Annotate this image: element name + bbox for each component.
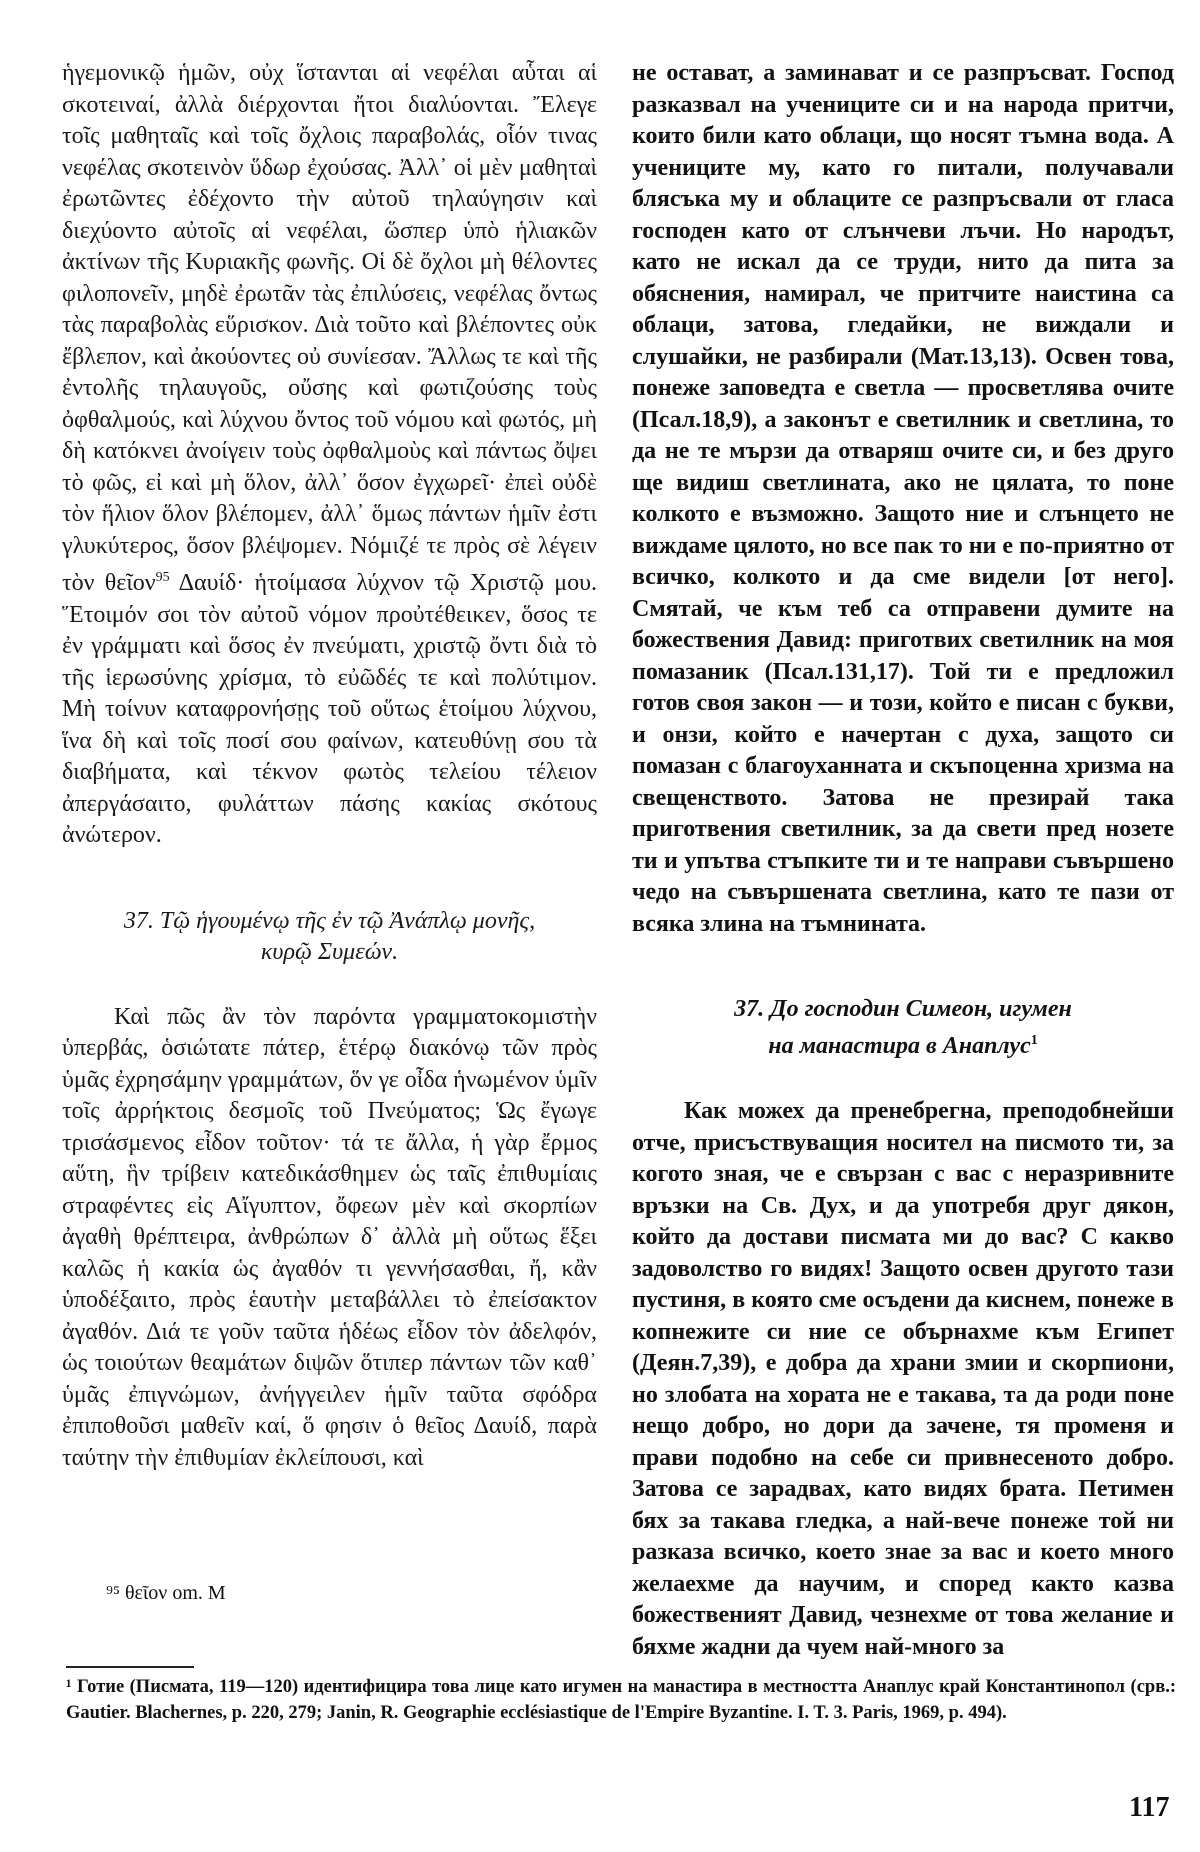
bulgarian-letter-heading bbox=[632, 994, 1174, 1062]
bulgarian-paragraph-1: не остават, а заминават и се разпръсват. Господ разказвал на учениците си и на народа притчи, които били като облаци, що носят тъмна вода. А учениците му, като го питали, получавали блясъка му и облаците се разпръсвали от гласа господен като от слънчеви лъчи. Но народът, като не искал да се труди, нито да пита за обяснения, намирал, че притчите наистина са облаци, затова, гледайки, не виждали и слушайки, не разбирали (Мат.13,13). Освен това, понеже заповедта е светла — просветлява очите (Псал.18,9), а законът е светилник и светлина, то да не те мързи да отваряш очите си, и без друго ще видиш светлината, ако не цялата, то поне колкото е възможно. Защото ние и слънцето не виждаме цялото, но все пак то ни е по-приятно от всичко, колкото и да сме видели [от него]. Смятай, че към теб са отправени думите на божествения Давид: приготвих светилник на моя помазаник (Псал.131,17). Той ти е предложил готов своя закон — и този, който е писан с букви, и онзи, който е начертан с духа, защото си помазан с благоуханната и скъпоценна хризма на свещенството. Затова не презирай така приготвения светилник, за да свети пред нозете ти и упътва стъпките ти и те направи съвършено чедо на съвършената светлина, като те пази от всяка злина на тъмнината. bbox=[632, 60, 1174, 937]
greek-paragraph-1-text: ἡγεμονικῷ ἡμῶν, οὐχ ἵστανται αἱ νεφέλαι αὗται αἱ σκοτειναί, ἀλλὰ διέρχονται ἤτοι διαλύονται. Ἔλεγε τοῖς μαθηταῖς καὶ τοῖς ὄχλοις παραβολάς, οἷόν τινας νεφέλας σκοτεινὸν ὕδωρ ἐχούσας. Ἀλλ᾽ οἱ μὲν μαθηταὶ ἐρωτῶντες ἐδέχοντο τὴν αὐτοῦ τηλαύγησιν καὶ διεχύοντο αὐτοῖς αἱ νεφέλαι, ὥσπερ ὑπὸ ἡλιακῶν ἀκτίνων τῆς Κυριακῆς φωνῆς. Οἱ δὲ ὄχλοι μὴ θέλοντες φιλοπονεῖν, μηδὲ ἐρωτᾶν τὰς ἐπιλύσεις, νεφέλας ὄντως τὰς παραβολὰς εὕρισκον. Διὰ τοῦτο καὶ βλέποντες οὐκ ἔβλεπον, καὶ ἀκούοντες οὐ συνίεσαν. Ἄλλως τε καὶ τῆς ἐντολῆς τηλαυγοῦς, οὔσης καὶ φωτιζούσης τοὺς ὀφθαλμούς, καὶ λύχνου ὄντος τοῦ νόμου καὶ φωτός, μὴ δὴ κατόκνει ἀνοίγειν τοὺς ὀφθαλμοὺς καὶ πάντως ὄψει τὸ φῶς, εἰ καὶ μὴ ὅλον, ἀλλ᾽ ὅσον ἐγχωρεῖ· ἐπεὶ οὐδὲ τὸν ἥλιον ὅλον βλέπομεν, ἀλλ᾽ ὅμως πάντων ἡμῖν ἐστι γλυκύτερος, ὅσον βλέψομεν. Νόμιζέ τε πρὸς σὲ λέγειν τὸν θεῖον bbox=[62, 60, 597, 596]
bulgarian-heading-line-1: 37. До господин Симеон, игумен bbox=[734, 996, 1072, 1022]
greek-paragraph-2: Καὶ πῶς ἂν τὸν παρόντα γραμματοκομιστὴν ὑπερβάς, ὁσιώτατε πάτερ, ἑτέρῳ διακόνῳ τῶν πρὸς ὑμᾶς ἐχρησάμην γραμμάτων, ὅν γε οἶδα ἡνωμένον ὑμῖν τοῖς ἀρρήκτοις δεσμοῖς τοῦ Πνεύματος; Ὡς ἔγωγε τρισάσμενος εἶδον τοῦτον· τά τε ἄλλα, ἡ γὰρ ἔρμος αὕτη, ἣν τρίβειν κατεδικάσθημεν ὡς ταῖς ἐπιθυμίαις στραφέντες εἰς Αἴγυπτον, ὄφεων μὲν καὶ σκορπίων ἀγαθὴ θρέπτειρα, ἀνθρώπων δ᾽ ἀλλὰ μὴ οὕτως ἕξει καλῶς ἡ κακία ὡς ἀγαθόν τι γεννήσασθαι, ἤ, κἂν ὑποδέξαιτο, πρὸς ἑαυτὴν μεταβάλλει τὸ ἐπείσακτον ἀγαθόν. Διά τε γοῦν ταῦτα ἡδέως εἶδον τὸν ἀδελφόν, ὡς τοιούτων θεαμάτων διψῶν ὅτιπερ πάντων τῶν καθ᾽ ὑμᾶς ἐπιγνώμων, ἀνήγγειλεν ἡμῖν ταῦτα σφόδρα ἐπιποθοῦσι μαθεῖν καί, ὅ φησιν ὁ θεῖος Δαυίδ, παρὰ ταύτην τὴν ἐπιθυμίαν ἐκλείπουσι, καὶ bbox=[62, 1003, 597, 1471]
greek-heading-line-2: κυρῷ Συμεών. bbox=[260, 938, 399, 965]
variant-footnote-marker: 95 bbox=[155, 570, 170, 585]
footnote: ¹ Готие (Писмата, 119—120) идентифицира това лице като игумен на манастира в местността Анаплус край Константинопол (срв.: Gautier. Blachernes, p. 220, 279; Janin, R. Geographie ecclésiastique de l'Empire Byzantine. I. T. 3. Paris, 1969, p. 494). bbox=[66, 1677, 1176, 1723]
bulgarian-column bbox=[632, 58, 1174, 1663]
greek-letter-heading bbox=[62, 906, 597, 968]
page-number: 117 bbox=[1129, 1792, 1170, 1823]
critical-apparatus-note: ⁹⁵ θεῖον om. M bbox=[106, 1582, 226, 1604]
greek-paragraph-1 bbox=[62, 58, 597, 852]
bulgarian-heading-line-2-text: на манастира в Анаплус bbox=[768, 1033, 1031, 1059]
bulgarian-paragraph-2: Как можех да пренебрегна, преподобнейши отче, присъствуващия носител на писмото ти, за когото зная, че е свързан с вас с неразривните връзки на Св. Дух, и да употребя друг дякон, който да достави писмата ми до вас? С какво задоволство го видях! Защото освен другото тази пустиня, в която сме осъдени да киснем, понеже в копнежите си ние се обърнахме към Египет (Деян.7,39), е добра да храни змии и скорпиони, но злобата на хората не е такава, та да роди поне нещо добро, но дори да зачене, тя променя и прави подобно на себе си привнесеното добро. Затова се зарадвах, като видях брата. Петимен бях за такава гледка, а най-вече понеже той ни разказа всичко, което знае за вас и което много желаехме да научим, и според както казва божественият Давид, чезнехме от това желание и бяхме жадни да чуем най-много за bbox=[632, 1098, 1174, 1660]
greek-column bbox=[62, 58, 597, 1474]
heading-footnote-marker: 1 bbox=[1030, 1033, 1038, 1048]
greek-heading-line-1: 37. Τῷ ἡγουμένῳ τῆς ἐν τῷ Ἀνάπλῳ μονῆς, bbox=[123, 907, 536, 934]
greek-paragraph-1-cont: Δαυίδ· ἡτοίμασα λύχνον τῷ Χριστῷ μου. Ἕτοιμόν σοι τὸν αὐτοῦ νόμον προὐτέθεικεν, ὅσος τε ἐν γράμματι καὶ ὅσος ἐν πνεύματι, χριστῷ ὄντι διὰ τὸ τῆς ἱερωσύνης χρίσμα, τὸ εὐῶδές τε καὶ πολύτιμον. Μὴ τοίνυν καταφρονήσῃς τοῦ οὕτως ἑτοίμου λύχνου, ἵνα δὴ καὶ τοῖς ποσί σου φαίνων, κατευθύνῃ σου τὰ διαβήματα, καὶ τέκνον φωτὸς τελείου τέλειον ἀπεργάσαιτο, φυλάττων πάσης κακίας σκότους ἀνώτερον. bbox=[62, 570, 597, 848]
bulgarian-heading-line-2 bbox=[632, 1025, 1174, 1062]
footnote-rule bbox=[66, 1666, 194, 1668]
